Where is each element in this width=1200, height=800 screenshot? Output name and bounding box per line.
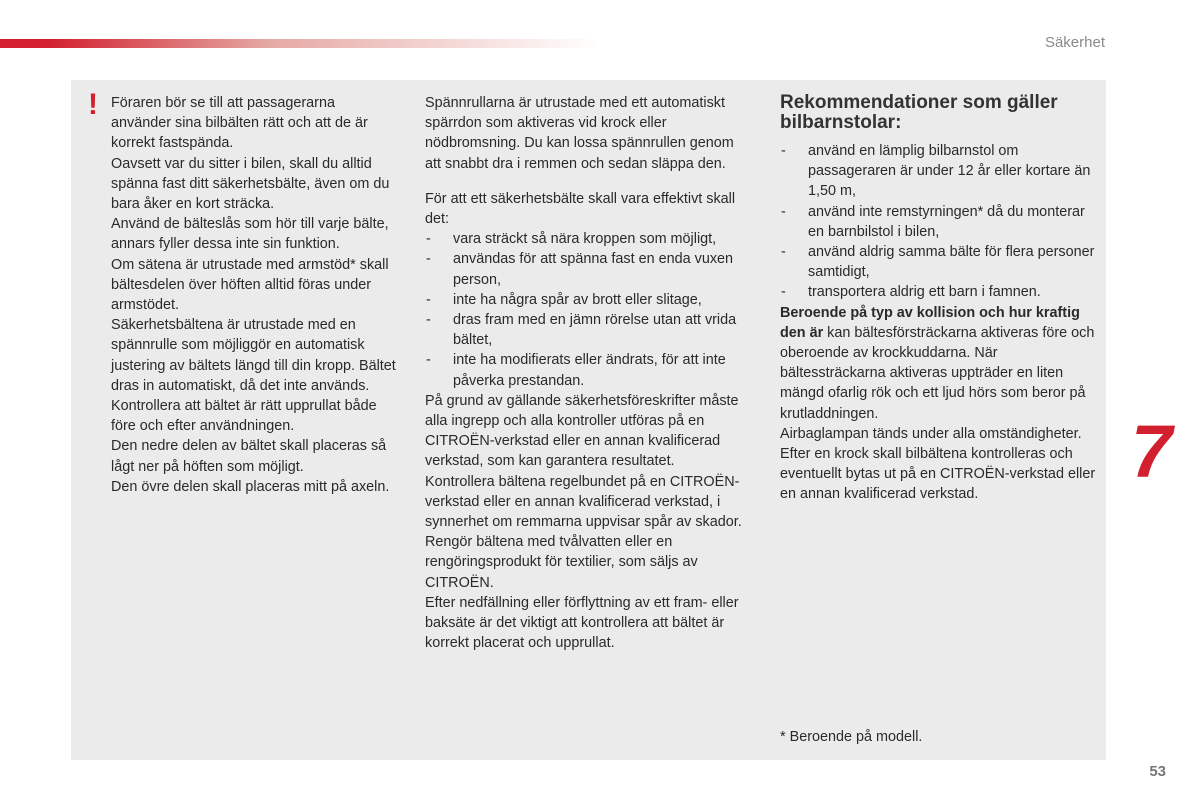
bold-lead: Beroende på typ av kollision och hur kraftig den är: [780, 304, 1080, 341]
paragraph: Den nedre delen av bältet skall placeras så lågt ner på höften som möjligt.: [111, 438, 387, 475]
list-item: - använd inte remstyrningen* då du monterar en barnbilstol i bilen,: [780, 202, 1100, 242]
header-accent-bar: [0, 39, 600, 48]
list-item: - använd aldrig samma bälte för flera personer samtidigt,: [780, 242, 1100, 282]
paragraph: Om sätena är utrustade med armstöd* skall bältesdelen över höften alltid föras under armstödet.: [111, 256, 389, 314]
paragraph: Kontrollera att bältet är rätt upprullat både före och efter användningen.: [111, 398, 377, 435]
belt-requirements-list: [425, 229, 745, 391]
column-belt-info: [425, 93, 745, 653]
list-item: - inte ha modifierats eller ändrats, för att inte påverka prestandan.: [425, 350, 745, 390]
list-item: - användas för att spänna fast en enda vuxen person,: [425, 249, 745, 289]
list-intro: För att ett säkerhetsbälte skall vara effektivt skall det:: [425, 190, 736, 228]
spacer: [425, 174, 745, 189]
page-number: 53: [1149, 763, 1166, 780]
paragraph: Kontrollera bältena regelbundet på en CITROËN-verkstad eller en annan kvalificerad verkstad, i synnerhet om remmarna uppvisar spår av skador.: [425, 473, 742, 531]
section-heading: Rekommendationer som gäller bilbarnstolar:: [780, 92, 1058, 133]
paragraph: Airbaglampan tänds under alla omständigheter.: [780, 425, 1082, 442]
paragraph: Efter en krock skall bilbältena kontrolleras och eventuellt bytas ut på en CITROËN-verkstad eller en annan kvalificerad verkstad.: [780, 446, 1096, 503]
chapter-number: 7: [1131, 410, 1173, 493]
list-item: - dras fram med en jämn rörelse utan att vrida bältet,: [425, 310, 745, 350]
paragraph: Använd de bälteslås som hör till varje bälte, annars fyller dessa inte sin funktion.: [111, 216, 389, 253]
column-warning-text: [111, 93, 396, 497]
paragraph: Den övre delen skall placeras mitt på axeln.: [111, 478, 390, 495]
list-item: - inte ha några spår av brott eller slitage,: [425, 290, 745, 310]
list-item: - vara sträckt så nära kroppen som möjligt,: [425, 229, 745, 249]
warning-icon: !: [88, 88, 98, 121]
paragraph: Efter nedfällning eller förflyttning av ett fram- eller baksäte är det viktigt att kontrollera att bältet är korrekt placerat och upprullat.: [425, 594, 739, 652]
paragraph: Oavsett var du sitter i bilen, skall du alltid spänna fast ditt säkerhetsbälte, även om du bara åker en kort sträcka.: [111, 155, 390, 213]
list-item: - transportera aldrig ett barn i famnen.: [780, 282, 1100, 302]
column-child-seat-recommendations: [780, 93, 1100, 505]
list-item: - använd en lämplig bilbarnstol om passageraren är under 12 år eller kortare än 1,50 m,: [780, 141, 1100, 202]
paragraph: [780, 303, 1100, 424]
paragraph: Rengör bältena med tvålvatten eller en rengöringsprodukt för textilier, som säljs av CITROËN.: [425, 534, 698, 591]
paragraph: Spännrullarna är utrustade med ett automatiskt spärrdon som aktiveras vid krock eller nödbromsning. Du kan lossa spännrullen genom att snabbt dra i remmen och sedan släppa den.: [425, 95, 734, 172]
paragraph: Säkerhetsbältena är utrustade med en spännrulle som möjliggör en automatisk justering av bältets längd till din kropp. Bältet dras in automatiskt, då det inte används.: [111, 317, 396, 394]
footnote: * Beroende på modell.: [780, 729, 923, 745]
paragraph: På grund av gällande säkerhetsföreskrifter måste alla ingrepp och alla kontroller utföras på en CITROËN-verkstad eller en annan kvalificerad verkstad, som kan garantera resultatet.: [425, 392, 739, 470]
paragraph-tail: kan bältesförsträckarna aktiveras före och oberoende av krockkuddarna. När bältessträckarna aktiveras uppträder en liten mängd ofarlig rök och ett ljud hörs som beror på krutladdningen.: [780, 324, 1095, 422]
section-title: Säkerhet: [1044, 34, 1105, 51]
paragraph: Föraren bör se till att passagerarna använder sina bilbälten rätt och att de är korrekt fastspända.: [111, 95, 368, 152]
recommendations-list: [780, 141, 1100, 303]
